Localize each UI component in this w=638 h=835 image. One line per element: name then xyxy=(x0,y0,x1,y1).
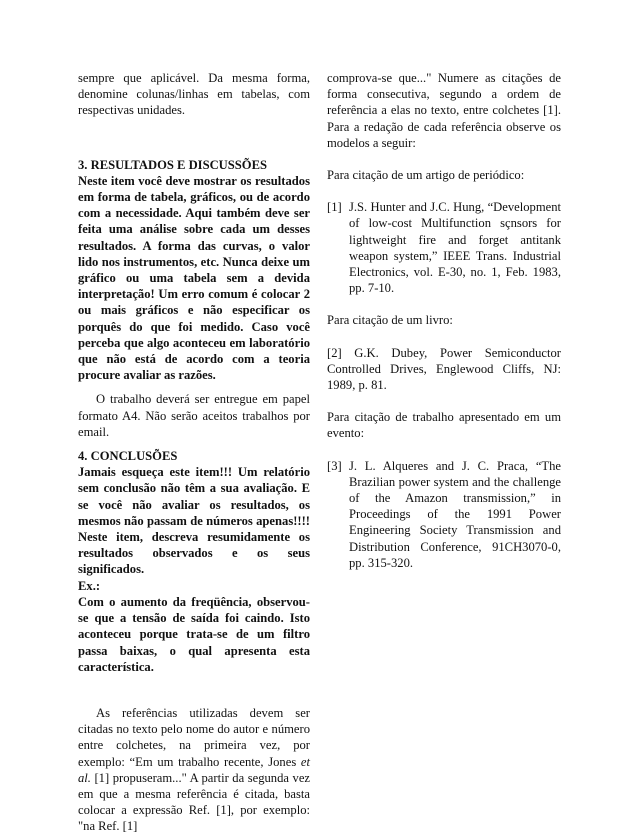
reference-3 xyxy=(327,458,561,571)
et-al-text: et al. xyxy=(78,754,310,785)
reference-1-number: [1] xyxy=(327,200,342,215)
section-4-heading: 4. CONCLUSÕES xyxy=(78,449,178,464)
references-intro-part-b: [1] propuseram..." A partir da segunda vez em que a mesma referência é citada, basta colocar a expressão Ref. [1], por exemplo: "na Ref. [1] xyxy=(78,770,310,834)
periodical-citation-label: Para citação de um artigo de periódico: xyxy=(327,168,525,183)
references-continuation: comprova-se que..." Numere as citações de forma consecutiva, segundo a ordem de referência a elas no texto, entre colchetes [1]. Para a redação de cada referência observe os modelos a seguir: xyxy=(327,71,561,150)
section-3-body: Neste item você deve mostrar os resultados em forma de tabela, gráficos, ou de acordo com a necessidade. Aqui também deve ser feita uma análise sobre cada um desses resultados. A forma das curvas, o valor lido nos instrumentos, etc. Nunca deixe um gráfico ou uma tabela sem a devida interpretação! Um erro comum é colocar 2 ou mais gráficos e não especificar os porquês do que foi medido. Caso você perceba que algo aconteceu em laboratório que não está de acordo com a teoria procure avaliar as razões. xyxy=(78,173,310,383)
section-3-heading: 3. RESULTADOS E DISCUSSÕES xyxy=(78,157,267,172)
right-column xyxy=(327,70,561,571)
left-column xyxy=(78,70,310,835)
book-citation-label: Para citação de um livro: xyxy=(327,313,453,328)
paper-format-paragraph: O trabalho deverá ser entregue em papel formato A4. Não serão aceitos trabalhos por email. xyxy=(78,392,310,439)
intro-paragraph: sempre que aplicável. Da mesma forma, denomine colunas/linhas em tabelas, com respectivas unidades. xyxy=(78,71,310,118)
example-label: Ex.: xyxy=(78,578,101,593)
example-body: Com o aumento da freqüência, observou-se que a tensão de saída foi caindo. Isto aconteceu porque trata-se de um filtro passa baixas, o qual apresenta esta característica. xyxy=(78,594,310,674)
reference-2: [2] G.K. Dubey, Power Semiconductor Controlled Drives, Englewood Cliffs, NJ: 1989, p. 81. xyxy=(327,345,561,393)
reference-1 xyxy=(327,199,561,296)
reference-3-text: J. L. Alqueres and J. C. Praca, “The Brazilian power system and the challenge of the Amazon transmission,” in Proceedings of the 1991 Power Engineering Society Transmission and Distribution Conference, 91CH3070-0, pp. 315-320. xyxy=(349,458,561,570)
references-intro-paragraph xyxy=(78,705,310,835)
event-citation-label: Para citação de trabalho apresentado em um evento: xyxy=(327,410,561,441)
references-intro-part-a: As referências utilizadas devem ser citadas no texto pelo nome do autor e número entre colchetes, na primeira vez, por exemplo: “Em um trabalho recente, Jones xyxy=(78,705,310,769)
reference-3-number: [3] xyxy=(327,458,342,473)
section-4-body: Jamais esqueça este item!!! Um relatório sem conclusão não têm a sua avaliação. E se você não avaliar os resultados, os mesmos não passam de números apenas!!!! Neste item, descreva resumidamente os resultados observados e os seus significados. xyxy=(78,465,310,577)
reference-1-text: J.S. Hunter and J.C. Hung, “Development of low-cost Multifunction sçnsors for lightweight fire and forget antitank weapon system,” IEEE Trans. Industrial Electronics, vol. E-30, no. 1, Feb. 1983, pp. 7-10. xyxy=(349,200,561,296)
